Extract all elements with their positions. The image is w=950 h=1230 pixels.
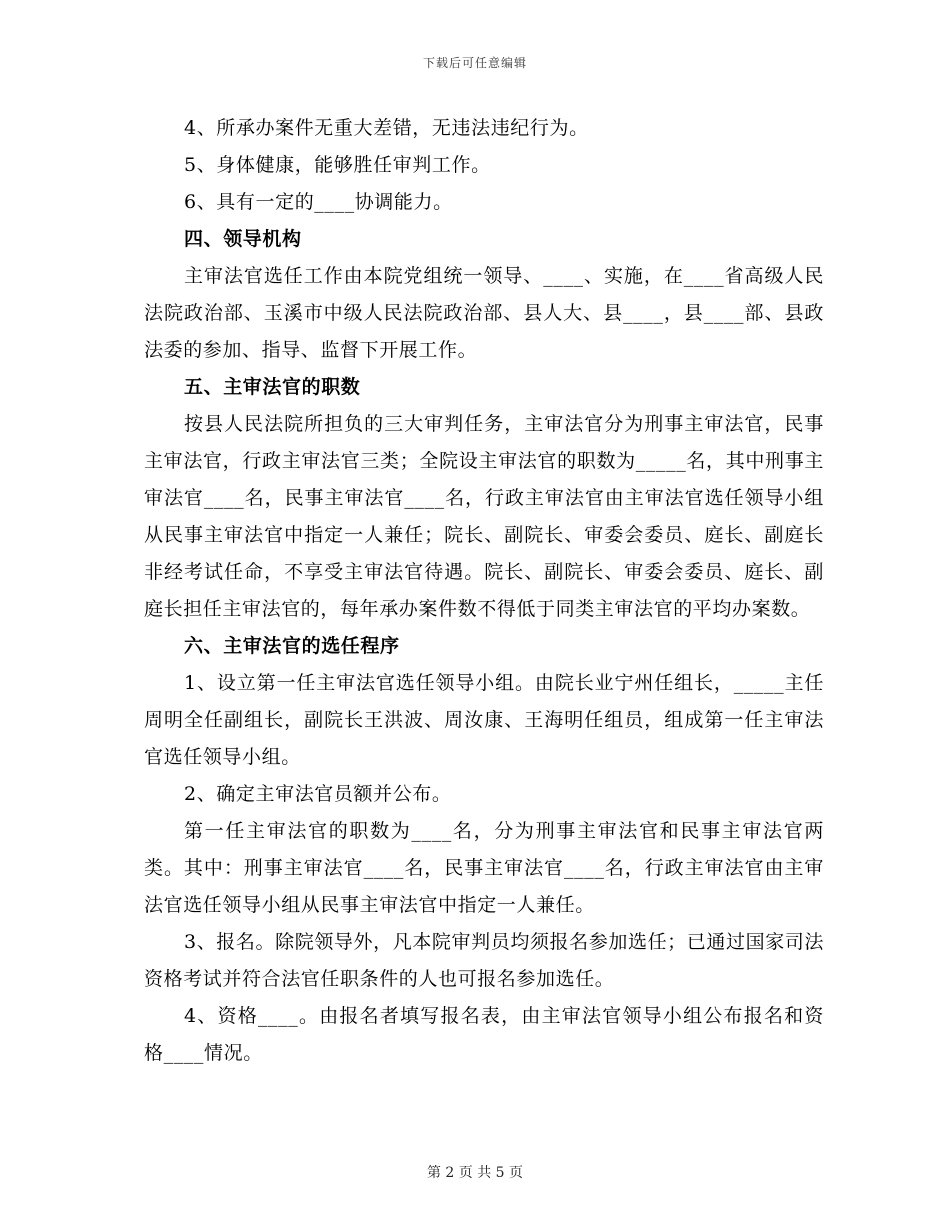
quota-detail-paragraph: 第一任主审法官的职数为____名，分为刑事主审法官和民事主审法官两类。其中：刑事主审法官____名，民事主审法官____名，行政主审法官由主审法官选任领导小组从民事主审法官中指定一人兼任。 bbox=[144, 820, 824, 916]
clause-4-paragraph: 4、所承办案件无重大差错，无违法违纪行为。 bbox=[184, 117, 589, 139]
clause-5-paragraph: 5、身体健康，能够胜任审判工作。 bbox=[184, 154, 491, 176]
clause-6-paragraph: 6、具有一定的____协调能力。 bbox=[184, 191, 453, 213]
section-heading-judge-quota: 五、主审法官的职数 bbox=[184, 376, 361, 398]
page-number-footer: 第 2 页 共 5 页 bbox=[426, 1165, 524, 1181]
document-body bbox=[144, 110, 824, 1072]
procedure-step-2-paragraph: 2、确定主审法官员额并公布。 bbox=[184, 783, 452, 805]
judge-quota-paragraph: 按县人民法院所担负的三大审判任务，主审法官分为刑事主审法官，民事主审法官，行政主审法官三类；全院设主审法官的职数为_____名，其中刑事主审法官____名，民事主审法官____名，行政主审法官由主审法官选任领导小组从民事主审法官中指定一人兼任；院长、副院长、审委会委员、庭长、副庭长非经考试任命，不享受主审法官待遇。院长、副院长、审委会委员、庭长、副庭长担任主审法官的，每年承办案件数不得低于同类主审法官的平均办案数。 bbox=[144, 413, 824, 620]
procedure-step-3-paragraph: 3、报名。除院领导外，凡本院审判员均须报名参加选任；已通过国家司法资格考试并符合法官任职条件的人也可报名参加选任。 bbox=[144, 931, 824, 990]
section-heading-selection-procedure: 六、主审法官的选任程序 bbox=[184, 635, 400, 657]
page-header-note: 下载后可任意编辑 bbox=[422, 56, 527, 70]
section-heading-leadership: 四、领导机构 bbox=[184, 228, 302, 250]
procedure-step-1-paragraph: 1、设立第一任主审法官选任领导小组。由院长业宁州任组长，_____主任周明全任副组长，副院长王洪波、周汝康、王海明任组员，组成第一任主审法官选任领导小组。 bbox=[144, 672, 824, 768]
procedure-step-4-paragraph: 4、资格____。由报名者填写报名表，由主审法官领导小组公布报名和资格____情况。 bbox=[144, 1005, 824, 1064]
leadership-paragraph: 主审法官选任工作由本院党组统一领导、____、实施，在____省高级人民法院政治部、玉溪市中级人民法院政治部、县人大、县____，县____部、县政法委的参加、指导、监督下开展工作。 bbox=[144, 265, 824, 361]
